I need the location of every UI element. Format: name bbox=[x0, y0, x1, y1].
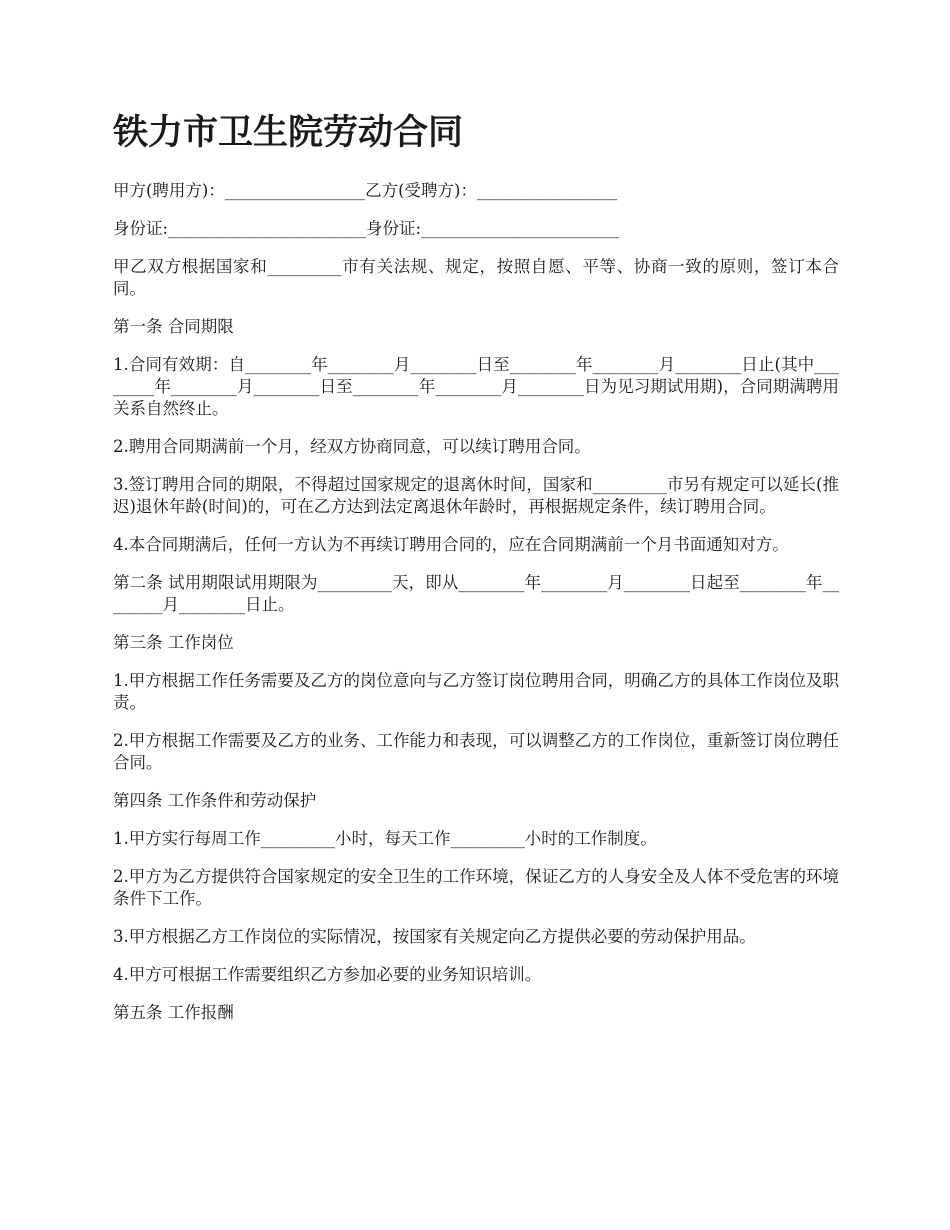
article-3-heading: 第三条 工作岗位 bbox=[113, 633, 234, 652]
document-page bbox=[113, 108, 839, 1040]
article-1-heading: 第一条 合同期限 bbox=[113, 317, 234, 336]
article-1-clause-2: 2.聘用合同期满前一个月，经双方协商同意，可以续订聘用合同。 bbox=[113, 437, 591, 456]
party-line: 甲方(聘用方)：_________________乙方(受聘方)：_________________ bbox=[113, 181, 618, 200]
preamble: 甲乙双方根据国家和_________市有关法规、规定，按照自愿、平等、协商一致的原则，签订本合同。 bbox=[113, 257, 839, 298]
article-4-heading: 第四条 工作条件和劳动保护 bbox=[113, 791, 317, 810]
document-title: 铁力市卫生院劳动合同 bbox=[113, 112, 464, 153]
article-1-clause-4: 4.本合同期满后，任何一方认为不再续订聘用合同的，应在合同期满前一个月书面通知对方。 bbox=[113, 535, 789, 554]
article-4-clause-3: 3.甲方根据乙方工作岗位的实际情况，按国家有关规定向乙方提供必要的劳动保护用品。 bbox=[113, 927, 756, 946]
article-4-clause-1: 1.甲方实行每周工作_________小时，每天工作_________小时的工作制度。 bbox=[113, 829, 657, 848]
article-1-clause-1: 1.合同有效期：自________年________月________日至________年________月________日止(其中________年________月________日至________年________月________日为见习期试用期)，合同期满聘用关系自然终止。 bbox=[113, 355, 839, 418]
article-4-clause-4: 4.甲方可根据工作需要组织乙方参加必要的业务知识培训。 bbox=[113, 965, 542, 984]
article-1-clause-3: 3.签订聘用合同的期限，不得超过国家规定的退离休时间，国家和_________市另有规定可以延长(推迟)退休年龄(时间)的，可在乙方达到法定离退休年龄时，再根据规定条件，续订聘用合同。 bbox=[113, 475, 839, 516]
article-3-clause-2: 2.甲方根据工作需要及乙方的业务、工作能力和表现，可以调整乙方的工作岗位，重新签订岗位聘任合同。 bbox=[113, 731, 839, 772]
article-3-clause-1: 1.甲方根据工作任务需要及乙方的岗位意向与乙方签订岗位聘用合同，明确乙方的具体工作岗位及职责。 bbox=[113, 671, 839, 712]
id-card-line: 身份证:________________________身份证:________________________ bbox=[113, 219, 620, 238]
article-4-clause-2: 2.甲方为乙方提供符合国家规定的安全卫生的工作环境，保证乙方的人身安全及人体不受危害的环境条件下工作。 bbox=[113, 867, 839, 908]
article-5-heading: 第五条 工作报酬 bbox=[113, 1003, 234, 1022]
article-2: 第二条 试用期限试用期限为_________天，即从________年________月________日起至________年________月________日止。 bbox=[113, 573, 839, 614]
